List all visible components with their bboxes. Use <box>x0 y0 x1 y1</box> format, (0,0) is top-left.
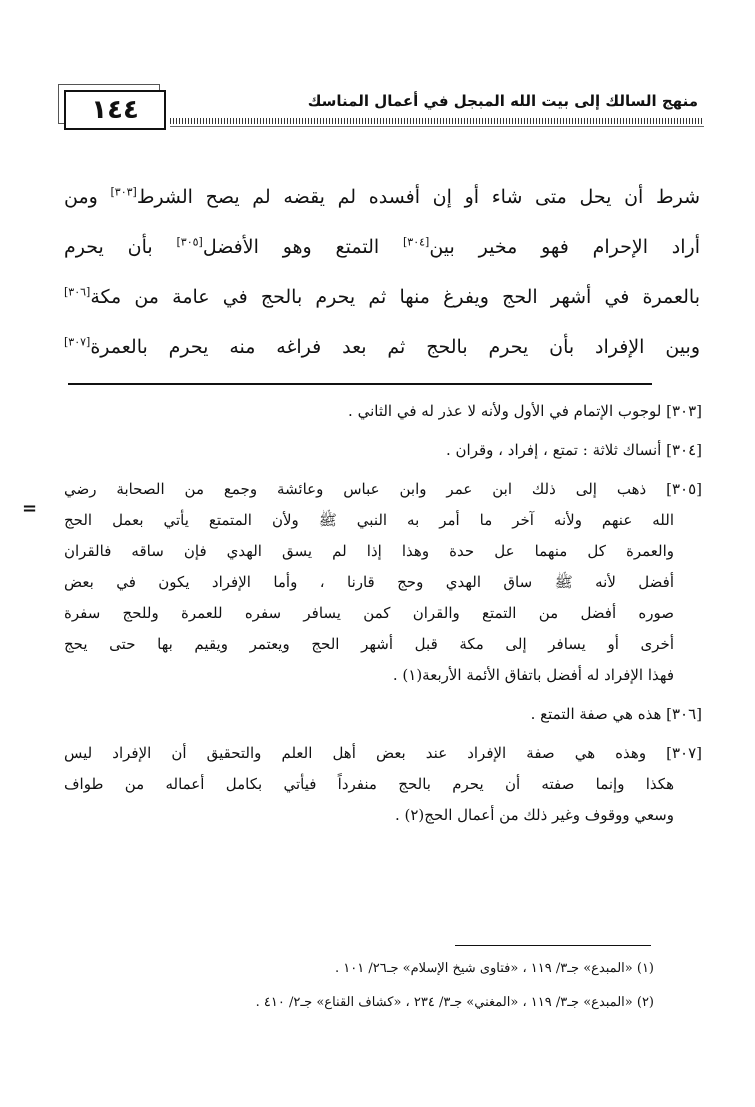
footnote: (٢) «المبدع» جـ٣/ ١١٩ ، «المغني» جـ٣/ ٢٣٤ ، «كشاف القناع» جـ٢/ ٤١٠ . <box>255 995 654 1010</box>
main-text <box>64 172 700 372</box>
commentary-note <box>64 396 702 427</box>
note-reference: [٣٠٦] <box>64 285 91 299</box>
note-line: هكذا وإنما صفته أن يحرم بالحج منفرداً فيأتي بكامل أعماله من طواف <box>64 775 674 793</box>
running-title: منهج السالك إلى بيت الله المبجل في أعمال المناسك <box>307 92 698 110</box>
note-line: والعمرة كل منهما عل حدة وهذا إذا لم يسق الهدي فإن ساقه فالقران <box>64 542 674 560</box>
note-line: فهذا الإفراد له أفضل باتفاق الأئمة الأربعة(١) . <box>392 666 674 684</box>
note-line: أفضل لأنه ﷺ ساق الهدي وحج قارنا ، وأما الإفراد يكون في بعض <box>64 573 674 591</box>
main-text-segment: ومن <box>64 186 111 208</box>
note-line: [٣٠٦] هذه هي صفة التمتع . <box>530 705 702 723</box>
commentary-note <box>64 474 702 691</box>
page-header <box>58 84 704 132</box>
main-text-line <box>64 222 700 272</box>
header-rule <box>170 118 704 124</box>
note-line: صوره أفضل من التمتع والقران كمن يسافر سفره للعمرة وللحج سفرة <box>64 604 674 622</box>
main-text-line <box>64 172 700 222</box>
header-rule-thin <box>170 126 704 127</box>
commentary-note <box>64 699 702 730</box>
commentary-note <box>64 738 702 831</box>
note-line: [٣٠٤] أنساك ثلاثة : تمتع ، إفراد ، وقران . <box>446 441 702 459</box>
note-line: [٣٠٣] لوجوب الإتمام في الأول ولأنه لا عذر له في الثاني . <box>348 402 702 420</box>
footnote-rule <box>455 945 651 946</box>
main-text-segment: شرط أن يحل متى شاء أو إن أفسده لم يقضه لم يصح الشرط <box>136 186 700 208</box>
note-line: الله عنهم ولأنه آخر ما أمر به النبي ﷺ ولأن المتمتع يأتي بعمل الحج <box>64 511 674 529</box>
text-separator <box>68 383 652 385</box>
note-reference: [٣٠٥] <box>176 235 203 249</box>
footnote: (١) «المبدع» جـ٣/ ١١٩ ، «فتاوى شيخ الإسلام» جـ٢٦/ ١٠١ . <box>335 961 654 976</box>
note-line: أخرى أو يسافر إلى مكة قبل أشهر الحج ويعتمر ويقيم بها حتى يحج <box>64 635 674 653</box>
main-text-segment: بأن يحرم <box>64 236 177 258</box>
main-text-segment: التمتع وهو الأفضل <box>202 236 403 258</box>
main-text-line <box>64 272 700 322</box>
page-number: ١٤٤ <box>64 90 166 130</box>
note-reference: [٣٠٤] <box>403 235 430 249</box>
continuation-mark: = <box>22 498 38 519</box>
main-text-segment: بالعمرة في أشهر الحج ويفرغ منها ثم يحرم بالحج في عامة من مكة <box>90 286 700 308</box>
main-text-line <box>64 322 700 372</box>
note-line: [٣٠٥] ذهب إلى ذلك ابن عمر وابن عباس وعائشة وجمع من الصحابة رضي <box>64 480 702 498</box>
note-reference: [٣٠٣] <box>110 185 137 199</box>
note-line: [٣٠٧] وهذه هي صفة الإفراد عند بعض أهل العلم والتحقيق أن الإفراد ليس <box>64 744 702 762</box>
commentary-notes <box>64 396 702 831</box>
main-text-segment: أراد الإحرام فهو مخير بين <box>429 236 700 258</box>
main-text-segment: وبين الإفراد بأن يحرم بالحج ثم بعد فراغه منه يحرم بالعمرة <box>90 336 700 358</box>
note-reference: [٣٠٧] <box>64 335 91 349</box>
note-line: وسعي ووقوف وغير ذلك من أعمال الحج(٢) . <box>394 806 674 824</box>
footnotes <box>64 952 654 1020</box>
commentary-note <box>64 435 702 466</box>
